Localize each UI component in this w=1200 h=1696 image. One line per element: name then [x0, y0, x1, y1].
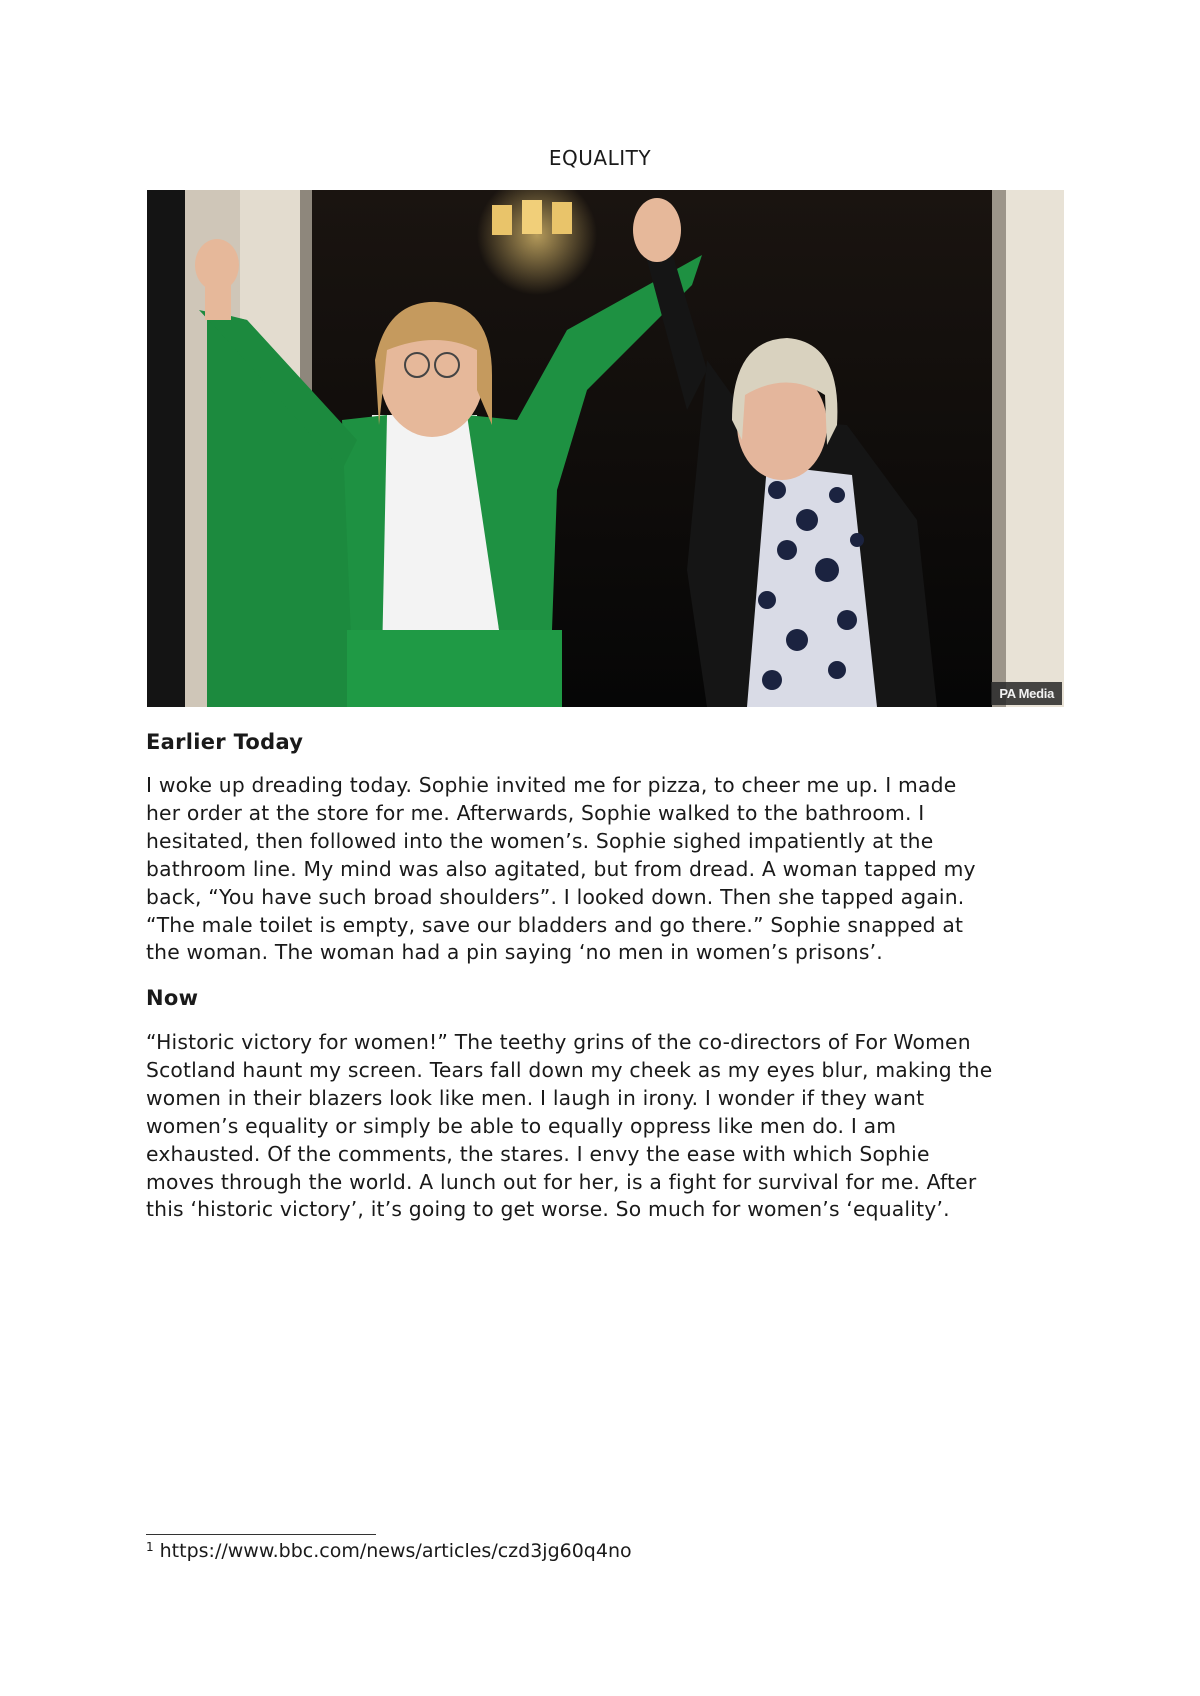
news-photo — [147, 190, 1064, 707]
section-heading: Now — [146, 986, 199, 1010]
section-paragraph — [146, 1029, 1066, 1224]
paragraph-line: her order at the store for me. Afterwards, Sophie walked to the bathroom. I — [146, 800, 925, 825]
paragraph-line: “The male toilet is empty, save our bladders and go there.” Sophie snapped at — [146, 912, 964, 937]
paragraph-line: “Historic victory for women!” The teethy grins of the co-directors of For Women — [146, 1030, 971, 1054]
paragraph-line: I woke up dreading today. Sophie invited me for pizza, to cheer me up. I made — [146, 773, 957, 797]
paragraph-line: bathroom line. My mind was also agitated, but from dread. A woman tapped my — [146, 856, 976, 881]
footnote-link[interactable]: https://www.bbc.com/news/articles/czd3jg60q4no — [159, 1540, 632, 1562]
section-paragraph — [146, 772, 1066, 967]
paragraph-line: Scotland haunt my screen. Tears fall down my cheek as my eyes blur, making the — [146, 1057, 993, 1082]
paragraph-line: moves through the world. A lunch out for her, is a fight for survival for me. After — [146, 1169, 977, 1194]
paragraph-line: exhausted. Of the comments, the stares. I envy the ease with which Sophie — [146, 1141, 930, 1166]
footnote-marker: 1 — [146, 1540, 154, 1554]
page-title: EQUALITY — [548, 146, 652, 170]
paragraph-line: women’s equality or simply be able to equally oppress like men do. I am — [146, 1113, 897, 1138]
footnote-divider — [146, 1534, 376, 1535]
photo-illustration — [147, 190, 1064, 707]
paragraph-line: this ‘historic victory’, it’s going to get worse. So much for women’s ‘equality’. — [146, 1197, 950, 1222]
section-heading: Earlier Today — [146, 730, 304, 754]
footnote — [146, 1540, 632, 1562]
paragraph-line: the woman. The woman had a pin saying ‘no men in women’s prisons’. — [146, 940, 883, 965]
paragraph-line: women in their blazers look like men. I laugh in irony. I wonder if they want — [146, 1085, 925, 1110]
photo-credit: PA Media — [991, 682, 1062, 705]
paragraph-line: hesitated, then followed into the women’s. Sophie sighed impatiently at the — [146, 828, 934, 853]
paragraph-line: back, “You have such broad shoulders”. I looked down. Then she tapped again. — [146, 884, 965, 909]
